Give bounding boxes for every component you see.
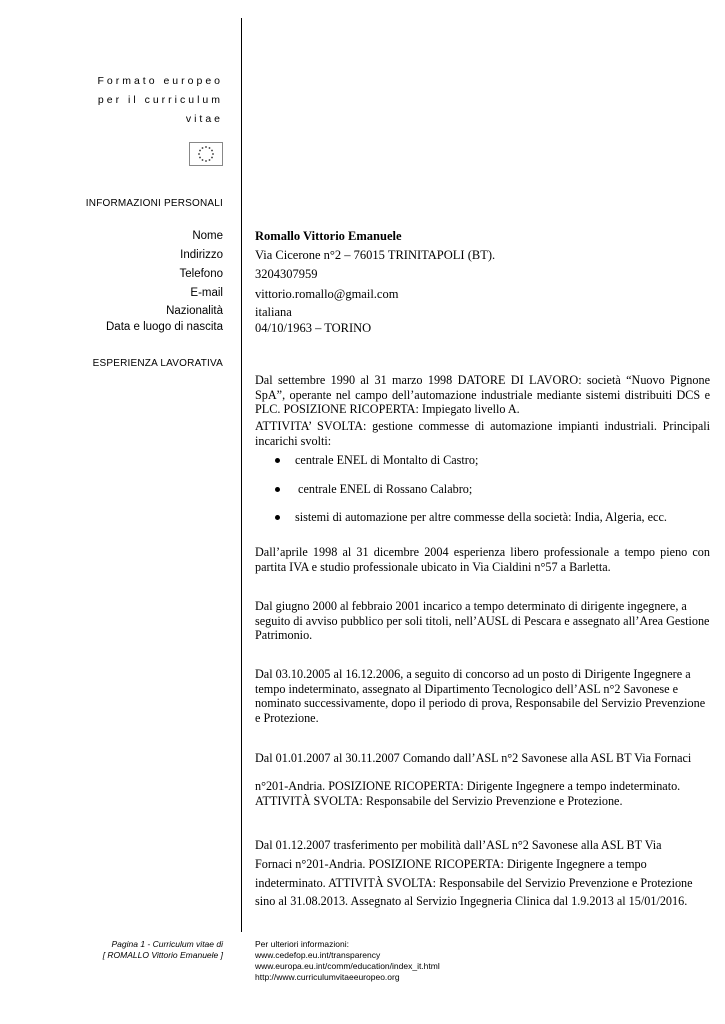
footer-link[interactable]: http://www.curriculumvitaeeuropeo.org [255,972,400,982]
bullet-text: centrale ENEL di Rossano Calabro; [295,482,473,496]
work-paragraph-5: Dal 03.10.2005 al 16.12.2006, a seguito di concorso ad un posto di Dirigente Ingegnere a tempo indeterminato, assegnato al Dipartimento Tecnologico dell’ASL n°2 Savonese e nominato successivamente, dopo il periodo di prova, Responsabile del Servizio Prevenzione e Protezione. [255,667,706,725]
label-nascita: Data e luogo di nascita [106,321,223,333]
work-experience-heading: ESPERIENZA LAVORATIVA [92,358,223,369]
work-paragraph-6b: n°201-Andria. POSIZIONE RICOPERTA: Dirigente Ingegnere a tempo indeterminato. ATTIVITÀ SVOLTA: Responsabile del Servizio Prevenzione e Protezione. [255,779,681,808]
bullet-text: sistemi di automazione per altre commesse della società: India, Algeria, ecc. [295,510,667,524]
work-paragraph-6a: Dal 01.01.2007 al 30.11.2007 Comando dall’ASL n°2 Savonese alla ASL BT Via Fornaci [255,751,692,765]
bullet-text: centrale ENEL di Montalto di Castro; [295,453,479,467]
vertical-divider [241,18,242,932]
footer-info-label: Per ulteriori informazioni: [255,939,350,949]
work-paragraph-2: ATTIVITA’ SVOLTA: gestione commesse di automazione impianti industriali. Principali incarichi svolti: [255,419,710,448]
footer-page-line-2: [ ROMALLO Vittorio Emanuele ] [102,950,223,960]
value-email: vittorio.romallo@gmail.com [255,287,399,301]
work-paragraph-7-line-3: indeterminato. ATTIVITÀ SVOLTA: Responsabile del Servizio Prevenzione e Protezione [255,876,693,890]
value-nome: Romallo Vittorio Emanuele [255,229,402,243]
footer-links [255,939,440,983]
work-paragraph-3: Dall’aprile 1998 al 31 dicembre 2004 esperienza libero professionale a tempo pieno con partita IVA e studio professionale ubicato in Via Cialdini n°57 a Barletta. [255,545,710,574]
footer-link[interactable]: www.europa.eu.int/comm/education/index_it.html [255,961,440,971]
work-paragraph-7-line-1: Dal 01.12.2007 trasferimento per mobilità dall’ASL n°2 Savonese alla ASL BT Via [255,838,662,852]
work-paragraph-4: Dal giugno 2000 al febbraio 2001 incarico a tempo determinato di dirigente ingegnere, a seguito di avviso pubblico per soli titoli, nell’AUSL di Pescara e assegnato all’Area Gestione Patrimonio. [255,599,710,643]
label-nome: Nome [192,230,223,242]
bullet-icon [275,487,280,492]
cv-title-line-1: Formato europeo [97,75,223,87]
cv-title-line-3: vitae [185,113,223,125]
value-nazionalita: italiana [255,305,292,319]
label-nazionalita: Nazionalità [166,305,223,317]
bullet-icon [275,515,280,520]
personal-info-heading: INFORMAZIONI PERSONALI [85,198,223,209]
label-email: E-mail [190,287,223,299]
eu-stars-icon [190,143,222,165]
footer-link[interactable]: www.cedefop.eu.int/transparency [255,950,381,960]
bullet-icon [275,458,280,463]
work-paragraph-7-line-4: sino al 31.08.2013. Assegnato al Servizio Ingegneria Clinica dal 1.9.2013 al 15/01/2016. [255,894,688,908]
footer-page-line-1: Pagina 1 - Curriculum vitae di [111,939,223,949]
cv-title-line-2: per il curriculum [97,94,223,106]
list-item [275,482,472,497]
work-paragraph-1: Dal settembre 1990 al 31 marzo 1998 DATORE DI LAVORO: società “Nuovo Pignone SpA”, operante nel campo dell’automazione industriale mediante sistemi distribuiti DCS e PLC. POSIZIONE RICOPERTA: Impiegato livello A. [255,373,710,417]
footer-page-info [103,939,223,961]
label-telefono: Telefono [179,268,223,280]
work-paragraph-7-line-2: Fornaci n°201-Andria. POSIZIONE RICOPERTA: Dirigente Ingegnere a tempo [255,857,647,871]
eu-flag-icon [189,142,223,166]
value-indirizzo: Via Cicerone n°2 – 76015 TRINITAPOLI (BT). [255,248,496,262]
value-telefono: 3204307959 [255,267,318,281]
label-indirizzo: Indirizzo [180,249,223,261]
list-item [275,453,478,468]
value-nascita: 04/10/1963 – TORINO [255,321,372,335]
list-item [275,510,667,525]
